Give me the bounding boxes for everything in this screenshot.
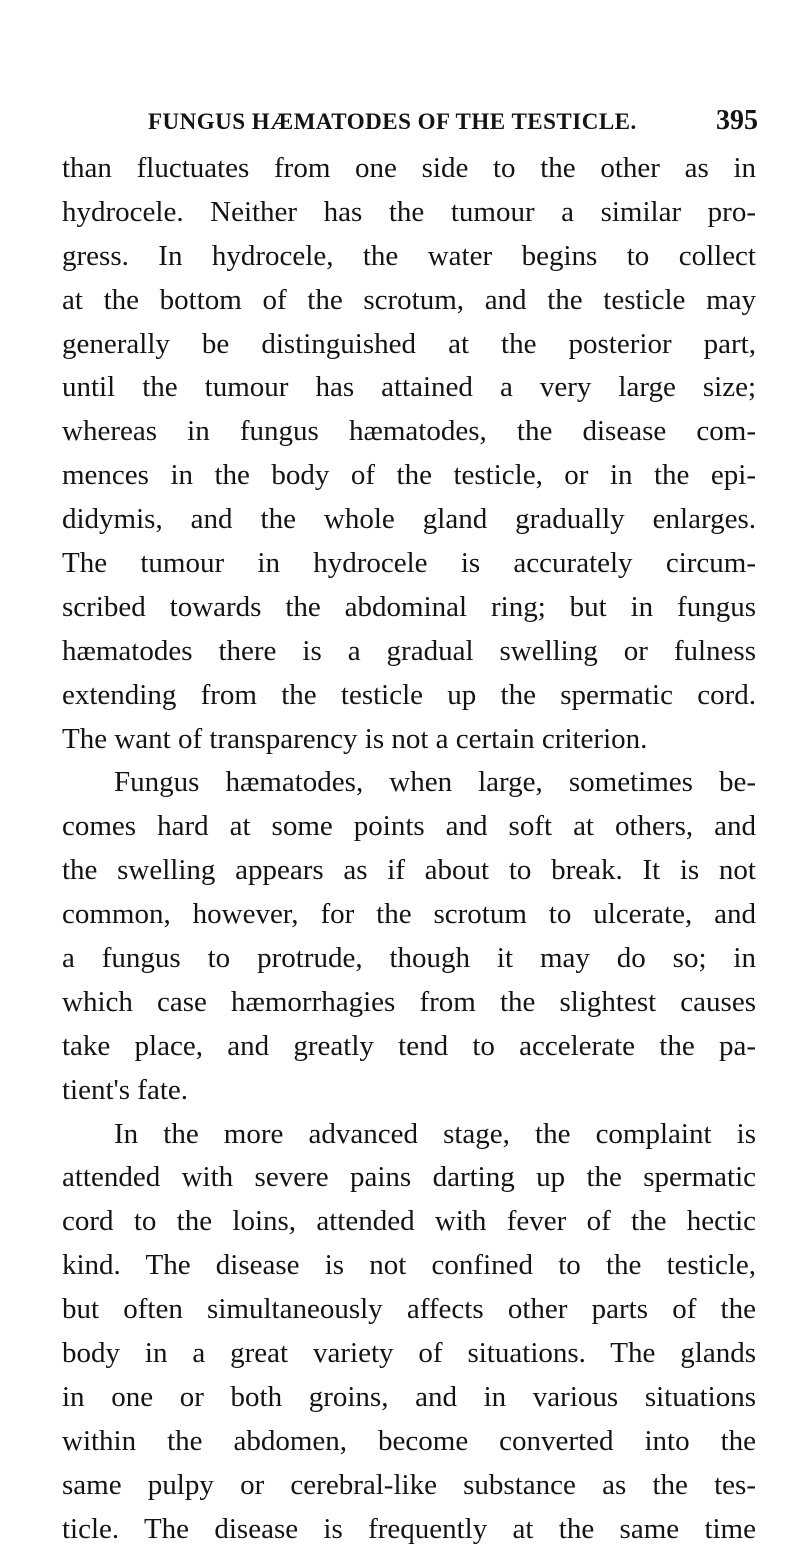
text-line: The tumour in hydrocele is accurately circum-: [62, 547, 756, 580]
text-line: but often simultaneously affects other parts of the: [62, 1293, 756, 1326]
text-line: at the bottom of the scrotum, and the testicle may: [62, 283, 756, 316]
running-title: FUNGUS HÆMATODES OF THE TESTICLE.: [148, 109, 637, 134]
text-line: in one or both groins, and in various situations: [62, 1380, 756, 1413]
text-line: generally be distinguished at the posterior part,: [62, 327, 756, 360]
text-line: which case hæmorrhagies from the slightest causes: [62, 985, 756, 1018]
text-line: whereas in fungus hæmatodes, the disease com-: [62, 415, 756, 448]
text-line: take place, and greatly tend to accelerate the pa-: [62, 1029, 756, 1062]
text-line: hæmatodes there is a gradual swelling or fulness: [62, 634, 756, 667]
text-line: extending from the testicle up the spermatic cord.: [62, 678, 756, 711]
text-line: ticle. The disease is frequently at the same time: [62, 1512, 756, 1545]
text-line: body in a great variety of situations. The glands: [62, 1337, 756, 1370]
body-text: [62, 147, 756, 1552]
text-line: a fungus to protrude, though it may do so; in: [62, 942, 756, 975]
text-line: mences in the body of the testicle, or in the epi-: [62, 459, 756, 492]
text-line: comes hard at some points and soft at others, and: [62, 810, 756, 843]
text-line: the swelling appears as if about to break. It is not: [62, 854, 756, 887]
text-line: tient's fate.: [62, 1073, 189, 1106]
text-line: attended with severe pains darting up the spermatic: [62, 1161, 756, 1194]
text-line: gress. In hydrocele, the water begins to collect: [62, 239, 756, 272]
text-line: Fungus hæmatodes, when large, sometimes be-: [114, 766, 756, 799]
text-line: than fluctuates from one side to the other as in: [62, 152, 756, 184]
running-head: [148, 104, 758, 140]
text-line: kind. The disease is not confined to the testicle,: [62, 1249, 756, 1282]
text-line: hydrocele. Neither has the tumour a similar pro-: [62, 195, 756, 228]
text-line: within the abdomen, become converted into the: [62, 1424, 756, 1457]
text-line: cord to the loins, attended with fever of the hectic: [62, 1205, 756, 1238]
page-number: 395: [716, 105, 758, 136]
text-line: same pulpy or cerebral-like substance as the tes-: [62, 1468, 756, 1501]
text-line: In the more advanced stage, the complaint is: [114, 1117, 756, 1150]
text-line: until the tumour has attained a very large size;: [62, 371, 756, 404]
text-line: The want of transparency is not a certain criterion.: [62, 722, 648, 755]
text-line: scribed towards the abdominal ring; but in fungus: [62, 590, 756, 623]
text-line: didymis, and the whole gland gradually enlarges.: [62, 503, 756, 536]
text-line: common, however, for the scrotum to ulcerate, and: [62, 898, 756, 931]
